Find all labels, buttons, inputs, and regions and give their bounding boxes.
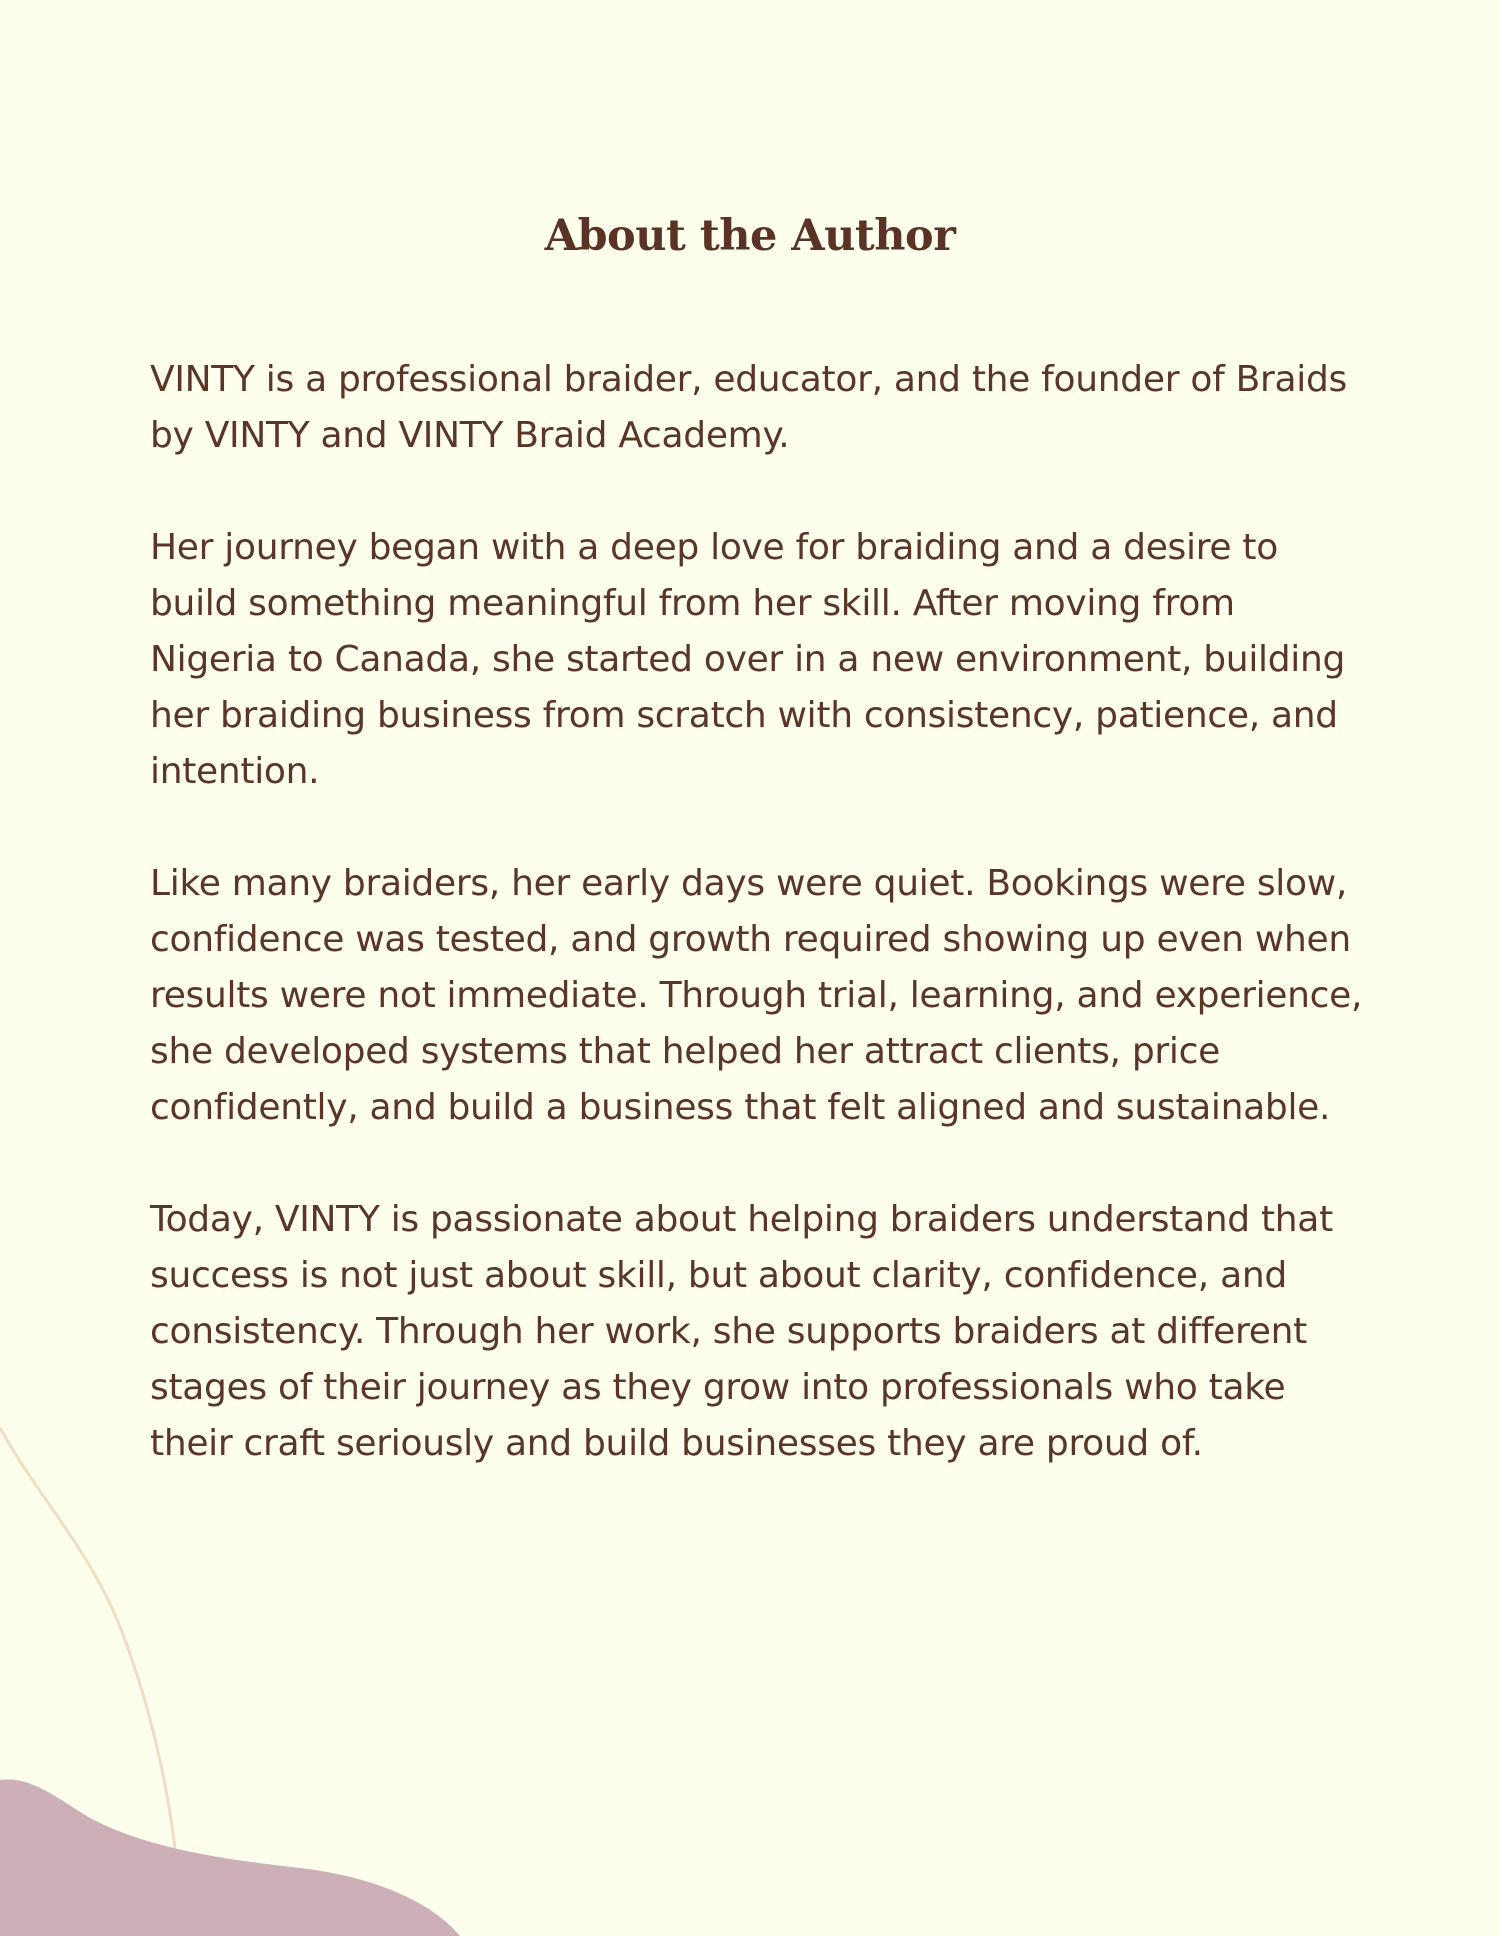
bio-paragraph-4: Today, VINTY is passionate about helping braiders understand that success is not just about skill, but about clarity, confidence, and consistency. Through her work, she supports braiders at different stages of their journey as they grow into professionals who take their craft seriously and build businesses they are proud of. [150,1199,1333,1464]
bio-paragraph-3: Like many braiders, her early days were quiet. Bookings were slow, confidence was tested, and growth required showing up even when results were not immediate. Through trial, learning, and experience, she developed systems that helped her attract clients, price confidently, and build a business that felt aligned and sustainable. [150,863,1363,1128]
bio-paragraph-1: VINTY is a professional braider, educator, and the founder of Braids by VINTY and VINTY Braid Academy. [150,359,1347,456]
author-bio [150,352,1365,1472]
decorative-blob [0,1779,460,1936]
bio-paragraph-2: Her journey began with a deep love for braiding and a desire to build something meaningful from her skill. After moving from Nigeria to Canada, she started over in a new environment, building her braiding business from scratch with consistency, patience, and intention. [150,527,1346,792]
page-title: About the Author [544,211,956,261]
decorative-curve-line [0,1428,182,1936]
